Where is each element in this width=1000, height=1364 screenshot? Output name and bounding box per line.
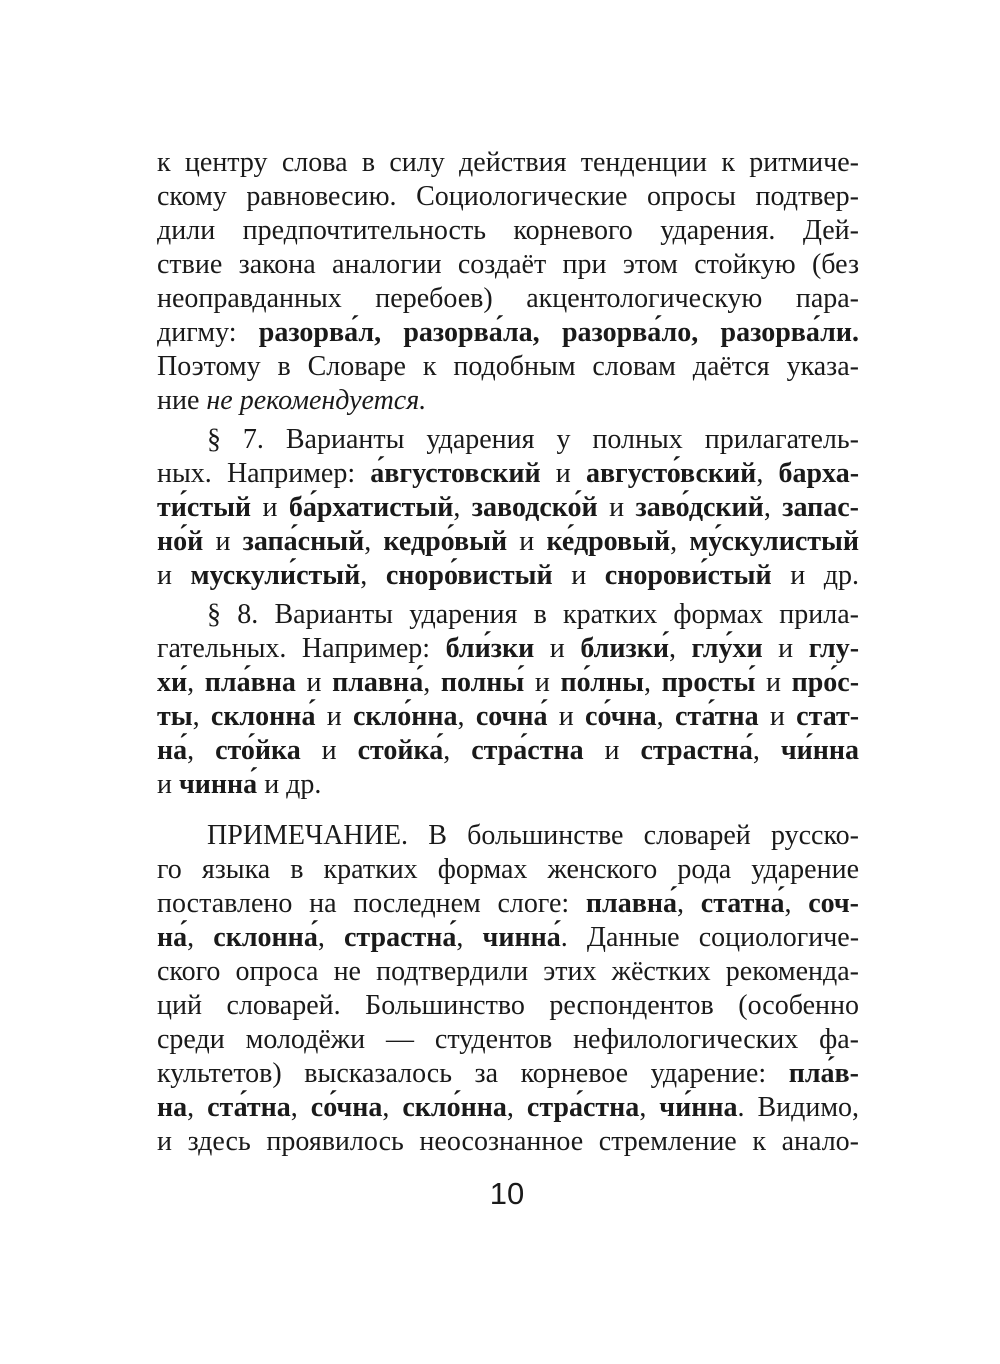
text-run: ,: [506, 1092, 527, 1123]
text-run: ,: [187, 922, 214, 953]
text-run: и: [547, 701, 586, 732]
text-line: [157, 214, 859, 248]
text-run: и: [157, 769, 179, 800]
bold-example-word: заво́дский: [635, 492, 764, 523]
text-line: [157, 384, 859, 418]
text-run: и: [203, 526, 243, 557]
text-line: [157, 316, 859, 350]
bold-example-word: му́скулистый: [689, 526, 860, 557]
text-run: ций словарей. Большинство респондентов (особенно: [157, 990, 859, 1021]
bold-example-word: кедро́вый: [383, 526, 508, 557]
text-run: го языка в кратких формах женского рода ударение: [157, 854, 859, 885]
paragraph-stress-rationale: [157, 146, 859, 418]
bold-example-word: глу-: [808, 633, 860, 664]
italic-term: не рекомендуется.: [206, 385, 427, 416]
text-run: и: [300, 735, 358, 766]
text-run: ,: [457, 701, 476, 732]
text-line: [157, 180, 859, 214]
text-run: и: [507, 526, 547, 557]
text-run: и: [540, 458, 586, 489]
text-run: ,: [187, 735, 216, 766]
text-run: и: [762, 633, 809, 664]
bold-example-word: ке́дровый: [546, 526, 671, 557]
text-line: [157, 700, 859, 734]
bold-example-word: про́с-: [791, 667, 860, 698]
bold-example-word: запас-: [782, 492, 860, 523]
text-run: ,: [752, 735, 781, 766]
text-line: [157, 887, 859, 921]
text-run: ,: [763, 492, 783, 523]
text-line: [157, 989, 859, 1023]
text-run: гательных. Например:: [157, 633, 446, 664]
text-line: [157, 1023, 859, 1057]
text-line: [157, 457, 859, 491]
bold-example-word: чинна́: [482, 922, 561, 953]
paragraph-section-7: [157, 423, 859, 593]
paragraph-note: [157, 819, 859, 1159]
bold-example-word: августо́вский: [585, 458, 757, 489]
bold-example-word: статна́: [700, 888, 785, 919]
text-line: [157, 768, 859, 802]
text-line: [157, 1091, 859, 1125]
text-run: ,: [639, 1092, 660, 1123]
text-run: ,: [192, 701, 211, 732]
text-run: ,: [784, 888, 809, 919]
bold-example-word: близки́: [580, 633, 669, 664]
bold-example-word: пла́вна: [204, 667, 296, 698]
text-line: [157, 423, 859, 457]
text-run: ние: [157, 385, 207, 416]
text-run: и др.: [257, 769, 322, 800]
text-line: [157, 598, 859, 632]
bold-example-word: запа́сный: [242, 526, 365, 557]
bold-example-word: страстна́: [640, 735, 753, 766]
text-run: ,: [423, 667, 441, 698]
bold-example-word: плавна́: [585, 888, 678, 919]
bold-example-word: сноро́вистый: [385, 560, 553, 591]
bold-example-word: чи́нна: [780, 735, 860, 766]
text-line: [157, 350, 859, 384]
text-run: и др.: [771, 560, 860, 591]
bold-example-word: заводско́й: [471, 492, 598, 523]
text-run: ,: [656, 701, 675, 732]
bold-example-word: склонна́: [213, 922, 318, 953]
bold-example-word: скло́нна: [353, 701, 458, 732]
bold-example-word: чинна́: [178, 769, 258, 800]
text-run: ,: [670, 526, 690, 557]
text-run: ПРИМЕЧАНИЕ. В большинстве словарей русско-: [207, 820, 859, 851]
text-run: ,: [456, 922, 483, 953]
text-run: § 8. Варианты ударения в кратких формах прила-: [207, 599, 859, 630]
text-run: ,: [360, 560, 386, 591]
bold-example-word: на: [157, 1092, 188, 1123]
bold-example-word: хи́: [157, 667, 188, 698]
text-run: ,: [364, 526, 384, 557]
text-line: [157, 491, 859, 525]
bold-example-word: со́чна: [310, 1092, 383, 1123]
text-line: [157, 1057, 859, 1091]
text-line: [157, 525, 859, 559]
text-run: неоправданных перебоев) акцентологическую пара-: [157, 283, 859, 314]
text-run: и: [157, 560, 191, 591]
text-run: и: [758, 701, 797, 732]
text-run: и: [534, 633, 581, 664]
text-run: ,: [756, 458, 779, 489]
bold-example-word: на́: [157, 735, 188, 766]
text-run: среди молодёжи — студентов нефилологических фа-: [157, 1024, 859, 1055]
bold-example-word: снорови́стый: [604, 560, 772, 591]
bold-example-word: стра́стна: [471, 735, 584, 766]
bold-example-word: разорва́л, разорва́ла, разорва́ло, разорва́ли.: [258, 317, 859, 348]
bold-example-word: стойка́: [357, 735, 444, 766]
text-run: и: [251, 492, 289, 523]
text-run: и: [597, 492, 636, 523]
text-line: [157, 819, 859, 853]
text-run: и: [295, 667, 333, 698]
bold-example-word: ста́тна: [207, 1092, 291, 1123]
bold-example-word: стат-: [796, 701, 860, 732]
bold-example-word: соч-: [808, 888, 860, 919]
text-run: ,: [668, 633, 692, 664]
text-run: § 7. Варианты ударения у полных прилагатель-: [207, 424, 859, 455]
text-line: [157, 955, 859, 989]
text-run: ных. Например:: [157, 458, 371, 489]
text-run: культетов) высказалось за корневое ударение:: [157, 1058, 789, 1089]
bold-example-word: ти́стый: [157, 492, 252, 523]
text-run: ,: [643, 667, 662, 698]
text-run: ,: [317, 922, 344, 953]
text-run: . Данные социологиче-: [560, 922, 860, 953]
text-line: [157, 146, 859, 180]
text-run: и: [755, 667, 792, 698]
text-line: [157, 248, 859, 282]
text-line: [157, 734, 859, 768]
text-run: ,: [290, 1092, 311, 1123]
bold-example-word: ты: [157, 701, 193, 732]
page-body-text: [157, 146, 859, 1159]
text-run: Поэтому в Словаре к подобным словам даётся указа-: [157, 351, 859, 382]
text-run: к центру слова в силу действия тенденции к ритмиче-: [157, 147, 859, 178]
text-run: ,: [677, 888, 701, 919]
bold-example-word: со́чна: [585, 701, 657, 732]
text-run: ,: [187, 667, 205, 698]
text-run: дигму:: [157, 317, 259, 348]
text-run: ,: [187, 1092, 208, 1123]
text-run: ,: [453, 492, 472, 523]
bold-example-word: плавна́: [332, 667, 424, 698]
bold-example-word: сто́йка: [215, 735, 301, 766]
text-run: ,: [382, 1092, 403, 1123]
bold-example-word: скло́нна: [402, 1092, 507, 1123]
bold-example-word: стра́стна: [526, 1092, 640, 1123]
text-run: ,: [443, 735, 472, 766]
text-run: ствие закона аналогии создаёт при этом стойкую (без: [157, 249, 859, 280]
text-run: поставлено на последнем слоге:: [157, 888, 586, 919]
text-run: и: [315, 701, 353, 732]
bold-example-word: полны́: [440, 667, 525, 698]
bold-example-word: бли́зки: [445, 633, 535, 664]
text-run: и: [552, 560, 605, 591]
bold-example-word: ста́тна: [674, 701, 759, 732]
bold-example-word: мускули́стый: [190, 560, 361, 591]
text-run: и здесь проявилось неосознанное стремление к анало-: [157, 1126, 859, 1157]
paragraph-section-8: [157, 598, 859, 802]
bold-example-word: барха-: [778, 458, 860, 489]
text-line: [157, 559, 859, 593]
bold-example-word: чи́нна: [659, 1092, 738, 1123]
text-run: и: [583, 735, 641, 766]
bold-example-word: но́й: [157, 526, 204, 557]
text-line: [157, 921, 859, 955]
bold-example-word: на́: [157, 922, 188, 953]
bold-example-word: а́вгустовский: [370, 458, 541, 489]
bold-example-word: страстна́: [343, 922, 457, 953]
text-run: . Видимо,: [737, 1092, 860, 1123]
bold-example-word: пла́в-: [788, 1058, 859, 1089]
bold-example-word: просты́: [661, 667, 756, 698]
text-line: [157, 282, 859, 316]
text-run: дили предпочтительность корневого ударения. Дей-: [157, 215, 859, 246]
text-run: скому равновесию. Социологические опросы подтвер-: [157, 181, 859, 212]
bold-example-word: склонна́: [210, 701, 316, 732]
text-line: [157, 666, 859, 700]
text-run: и: [524, 667, 561, 698]
text-line: [157, 1125, 859, 1159]
text-line: [157, 853, 859, 887]
bold-example-word: по́лны: [560, 667, 644, 698]
text-run: ского опроса не подтвердили этих жёстких рекоменда-: [157, 956, 859, 987]
text-line: [157, 632, 859, 666]
bold-example-word: сочна́: [475, 701, 548, 732]
bold-example-word: глу́хи: [691, 633, 763, 664]
page-number: 10: [489, 1176, 525, 1211]
bold-example-word: ба́рхатистый: [288, 492, 454, 523]
